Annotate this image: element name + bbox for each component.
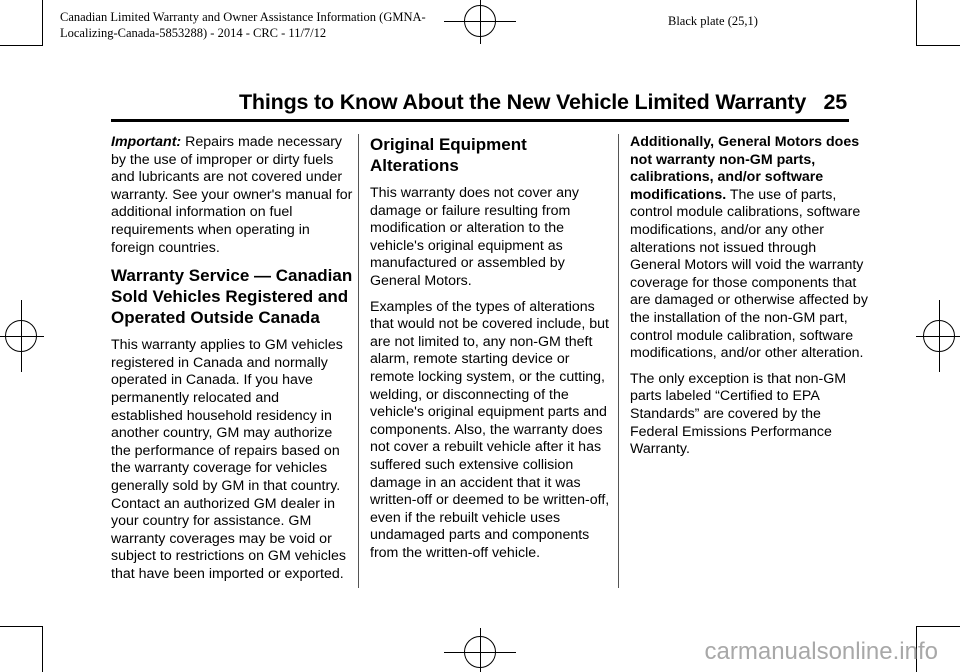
non-gm-parts-lead: Additionally, General Motors does not warranty non-GM parts, calibrations, and/or software modifications. xyxy=(630,134,860,203)
crop-mark-bl-h xyxy=(0,626,42,627)
important-text: Repairs made necessary by the use of improper or dirty fuels and lubricants are not covered under warranty. See your owner's manual for additional information on fuel requirements when operating in foreign countries. xyxy=(111,134,353,256)
print-header-line-2: Localizing-Canada-5853288) - 2014 - CRC - 11/7/12 xyxy=(60,26,327,40)
plate-label: Black plate (25,1) xyxy=(668,14,758,28)
column-divider-1 xyxy=(358,134,359,588)
crop-mark-bl-v xyxy=(42,626,43,672)
warranty-service-body: This warranty applies to GM vehicles registered in Canada and normally operated in Canada. If you have permanently relocated and established household residency in another country, GM may authorize the performance of repairs based on the warranty coverage for vehicles generally sold by GM in that country. Contact an authorized GM dealer in your country for assistance. GM warranty coverages may be void or subject to restrictions on GM vehicles that have been imported or exported. xyxy=(111,337,346,582)
print-header-info xyxy=(60,9,500,41)
crop-mark-tr-h xyxy=(917,45,960,46)
important-label: Important: xyxy=(111,134,182,150)
important-note xyxy=(111,134,353,257)
alterations-paragraph-1: This warranty does not cover any damage or failure resulting from modification or alteration to the vehicle's original equipment as manufactured or assembled by General Motors. xyxy=(370,185,579,289)
section-heading-equipment-alterations: Original Equipment Alterations xyxy=(370,135,527,175)
watermark: carmanualsonline.info xyxy=(704,638,938,665)
registration-target-bottom-v xyxy=(480,628,481,672)
registration-target-bottom-h xyxy=(444,652,516,653)
column-3 xyxy=(630,134,870,467)
crop-mark-tr-v xyxy=(916,0,917,46)
column-divider-2 xyxy=(618,134,619,588)
non-gm-parts-text: The use of parts, control module calibrations, software modifications, and/or any other alterations not issued through General Motors will void the warranty coverage for those components that are damaged or otherwise affected by the installation of the non-GM part, control module calibration, software modifications, and/or other alteration. xyxy=(630,186,868,362)
page-title-text: Things to Know About the New Vehicle Limited Warranty xyxy=(239,90,807,114)
registration-target-top-v xyxy=(480,0,481,44)
crop-mark-br-h xyxy=(917,626,960,627)
page-number: 25 xyxy=(823,90,847,114)
page-title xyxy=(239,90,847,115)
non-gm-parts-paragraph xyxy=(630,134,870,363)
print-header-line-1: Canadian Limited Warranty and Owner Assistance Information (GMNA- xyxy=(60,10,426,24)
crop-mark-tl-v xyxy=(42,0,43,46)
registration-target-top-h xyxy=(444,21,516,22)
title-rule xyxy=(111,119,849,122)
epa-exception-paragraph: The only exception is that non-GM parts labeled “Certified to EPA Standards” are covered by the Federal Emissions Performance Warranty. xyxy=(630,370,847,458)
crop-mark-tl-h xyxy=(0,45,42,46)
section-heading-warranty-service: Warranty Service — Canadian Sold Vehicles Registered and Operated Outside Canada xyxy=(111,266,353,328)
registration-target-right-h xyxy=(916,336,960,337)
alterations-paragraph-2: Examples of the types of alterations that would not be covered include, but are not limited to, any non-GM theft alarm, remote starting device or remote locking system, or the cutting, welding, or disconnecting of the vehicle's original equipment parts and components. Also, the warranty does not cover a rebuilt vehicle after it has suffered such extensive collision damage in an accident that it was written-off or deemed to be written-off, even if the rebuilt vehicle uses undamaged parts and components from the written-off vehicle. xyxy=(370,298,610,561)
column-1 xyxy=(111,134,353,591)
column-2 xyxy=(370,134,610,570)
registration-target-left-h xyxy=(0,336,44,337)
